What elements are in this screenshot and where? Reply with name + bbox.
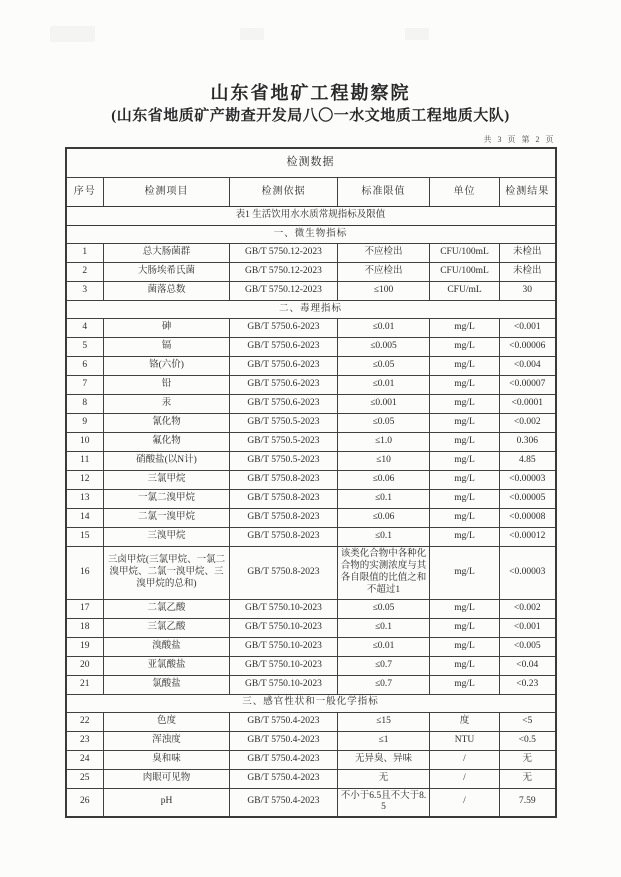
table-row (66, 433, 556, 452)
cell-row-number: 6 (66, 357, 104, 376)
cell-row-number: 12 (66, 471, 104, 490)
cell-test-result: <0.002 (500, 599, 556, 618)
cell-standard-limit: 不应检出 (338, 263, 430, 282)
cell-test-item: 一氯二溴甲烷 (104, 490, 230, 509)
cell-row-number: 16 (66, 547, 104, 600)
table-caption-row (66, 148, 556, 178)
cell-unit: / (430, 769, 500, 788)
table-row (66, 788, 556, 817)
cell-test-item: 二氯乙酸 (104, 599, 230, 618)
cell-test-item: 三氯乙酸 (104, 618, 230, 637)
cell-unit: CFU/100mL (430, 263, 500, 282)
cell-unit: mg/L (430, 618, 500, 637)
cell-row-number: 2 (66, 263, 104, 282)
cell-unit: mg/L (430, 338, 500, 357)
cell-standard-limit: ≤0.01 (338, 319, 430, 338)
cell-row-number: 14 (66, 509, 104, 528)
cell-test-result: 30 (500, 282, 556, 301)
table-row (66, 376, 556, 395)
cell-test-result: 无 (500, 769, 556, 788)
cell-standard-limit: 无异臭、异味 (338, 750, 430, 769)
cell-standard-limit: ≤0.005 (338, 338, 430, 357)
test-data-table (65, 147, 557, 818)
cell-test-item: 三氯甲烷 (104, 471, 230, 490)
cell-test-result: <0.04 (500, 656, 556, 675)
cell-test-result: <0.00005 (500, 490, 556, 509)
cell-standard-limit: 不小于6.5且不大于8.5 (338, 788, 430, 817)
cell-row-number: 18 (66, 618, 104, 637)
cell-test-result: <0.002 (500, 414, 556, 433)
cell-standard-limit: ≤0.01 (338, 637, 430, 656)
column-header-test-result: 检测结果 (500, 178, 556, 207)
cell-test-item: pH (104, 788, 230, 817)
section-header-row (66, 301, 556, 319)
cell-standard-limit: ≤0.05 (338, 599, 430, 618)
cell-test-basis: GB/T 5750.6-2023 (230, 376, 338, 395)
cell-test-result: 未检出 (500, 263, 556, 282)
cell-test-basis: GB/T 5750.4-2023 (230, 769, 338, 788)
cell-row-number: 9 (66, 414, 104, 433)
cell-test-result: <0.001 (500, 618, 556, 637)
cell-unit: / (430, 788, 500, 817)
cell-row-number: 26 (66, 788, 104, 817)
cell-standard-limit: ≤0.06 (338, 509, 430, 528)
cell-standard-limit: ≤0.1 (338, 490, 430, 509)
table-row (66, 656, 556, 675)
column-header-unit: 单位 (430, 178, 500, 207)
cell-standard-limit: ≤0.7 (338, 675, 430, 694)
cell-unit: mg/L (430, 490, 500, 509)
cell-unit: mg/L (430, 528, 500, 547)
table-row (66, 338, 556, 357)
cell-test-item: 臭和味 (104, 750, 230, 769)
cell-test-basis: GB/T 5750.8-2023 (230, 509, 338, 528)
cell-test-result: 无 (500, 750, 556, 769)
cell-test-item: 色度 (104, 712, 230, 731)
cell-test-basis: GB/T 5750.4-2023 (230, 750, 338, 769)
cell-test-item: 铬(六价) (104, 357, 230, 376)
org-title: 山东省地矿工程勘察院 (210, 83, 411, 103)
cell-test-result: <5 (500, 712, 556, 731)
cell-test-basis: GB/T 5750.10-2023 (230, 637, 338, 656)
section-header-row (66, 694, 556, 712)
table-row (66, 675, 556, 694)
org-subtitle: (山东省地质矿产勘查开发局八〇一水文地质工程地质大队) (111, 107, 510, 124)
cell-row-number: 19 (66, 637, 104, 656)
column-header-test-item: 检测项目 (104, 178, 230, 207)
cell-test-basis: GB/T 5750.8-2023 (230, 471, 338, 490)
table-row (66, 547, 556, 600)
cell-row-number: 22 (66, 712, 104, 731)
cell-standard-limit: ≤0.1 (338, 618, 430, 637)
section-header-row (66, 226, 556, 244)
cell-test-item: 氯酸盐 (104, 675, 230, 694)
cell-unit: mg/L (430, 509, 500, 528)
cell-standard-limit: ≤15 (338, 712, 430, 731)
cell-test-result: 未检出 (500, 244, 556, 263)
table-row (66, 414, 556, 433)
table-row (66, 263, 556, 282)
table-row (66, 395, 556, 414)
cell-standard-limit: ≤100 (338, 282, 430, 301)
table-row (66, 357, 556, 376)
table-row (66, 471, 556, 490)
cell-standard-limit: ≤0.05 (338, 414, 430, 433)
scan-artifact (50, 26, 95, 42)
cell-test-result: <0.00003 (500, 547, 556, 600)
page-indicator: 共 3 页 第 2 页 (483, 135, 556, 144)
table-subtitle-row (66, 207, 556, 226)
cell-row-number: 23 (66, 731, 104, 750)
cell-test-result: <0.00008 (500, 509, 556, 528)
column-header-test-basis: 检测依据 (230, 178, 338, 207)
cell-row-number: 13 (66, 490, 104, 509)
table-row (66, 599, 556, 618)
column-header-row-number: 序号 (66, 178, 104, 207)
cell-unit: mg/L (430, 414, 500, 433)
column-header-standard-limit: 标准限值 (338, 178, 430, 207)
cell-test-basis: GB/T 5750.6-2023 (230, 357, 338, 376)
table-row (66, 637, 556, 656)
cell-standard-limit: ≤0.1 (338, 528, 430, 547)
cell-standard-limit: ≤1 (338, 731, 430, 750)
cell-standard-limit: 不应检出 (338, 244, 430, 263)
cell-standard-limit: 该类化合物中各种化合物的实测浓度与其各自限值的比值之和不超过1 (338, 547, 430, 600)
cell-unit: mg/L (430, 452, 500, 471)
cell-standard-limit: ≤1.0 (338, 433, 430, 452)
scan-artifact (240, 28, 264, 40)
cell-test-basis: GB/T 5750.10-2023 (230, 618, 338, 637)
cell-test-basis: GB/T 5750.12-2023 (230, 263, 338, 282)
cell-test-result: 7.59 (500, 788, 556, 817)
cell-unit: CFU/mL (430, 282, 500, 301)
cell-unit: mg/L (430, 599, 500, 618)
table-subtitle: 表1 生活饮用水水质常规指标及限值 (66, 207, 556, 226)
cell-unit: mg/L (430, 319, 500, 338)
cell-row-number: 25 (66, 769, 104, 788)
cell-test-basis: GB/T 5750.10-2023 (230, 599, 338, 618)
table-row (66, 452, 556, 471)
cell-test-basis: GB/T 5750.8-2023 (230, 547, 338, 600)
table-row (66, 509, 556, 528)
cell-row-number: 20 (66, 656, 104, 675)
cell-unit: mg/L (430, 376, 500, 395)
cell-row-number: 15 (66, 528, 104, 547)
table-row (66, 769, 556, 788)
cell-test-basis: GB/T 5750.4-2023 (230, 731, 338, 750)
cell-standard-limit: ≤0.7 (338, 656, 430, 675)
cell-test-item: 三卤甲烷(三氯甲烷、一氯二溴甲烷、二氯一溴甲烷、三溴甲烷的总和) (104, 547, 230, 600)
table-row (66, 490, 556, 509)
cell-test-basis: GB/T 5750.12-2023 (230, 282, 338, 301)
cell-standard-limit: ≤0.06 (338, 471, 430, 490)
cell-test-item: 溴酸盐 (104, 637, 230, 656)
cell-test-basis: GB/T 5750.10-2023 (230, 675, 338, 694)
table-row (66, 528, 556, 547)
cell-unit: 度 (430, 712, 500, 731)
table-header-row (66, 178, 556, 207)
cell-standard-limit: ≤10 (338, 452, 430, 471)
cell-unit: mg/L (430, 433, 500, 452)
section-header: 二、毒理指标 (66, 301, 556, 319)
table-row (66, 282, 556, 301)
cell-unit: mg/L (430, 637, 500, 656)
cell-row-number: 8 (66, 395, 104, 414)
table-row (66, 731, 556, 750)
cell-test-basis: GB/T 5750.6-2023 (230, 319, 338, 338)
cell-standard-limit: ≤0.05 (338, 357, 430, 376)
cell-unit: mg/L (430, 395, 500, 414)
cell-test-basis: GB/T 5750.5-2023 (230, 414, 338, 433)
cell-test-item: 汞 (104, 395, 230, 414)
cell-unit: CFU/100mL (430, 244, 500, 263)
section-header: 三、感官性状和一般化学指标 (66, 694, 556, 712)
cell-test-basis: GB/T 5750.6-2023 (230, 395, 338, 414)
cell-test-item: 氟化物 (104, 433, 230, 452)
table-caption: 检测数据 (66, 148, 556, 178)
section-header: 一、微生物指标 (66, 226, 556, 244)
cell-test-item: 菌落总数 (104, 282, 230, 301)
cell-row-number: 3 (66, 282, 104, 301)
cell-standard-limit: ≤0.01 (338, 376, 430, 395)
cell-test-result: 4.85 (500, 452, 556, 471)
cell-test-result: <0.00007 (500, 376, 556, 395)
cell-test-item: 亚氯酸盐 (104, 656, 230, 675)
cell-test-basis: GB/T 5750.10-2023 (230, 656, 338, 675)
cell-unit: / (430, 750, 500, 769)
cell-test-basis: GB/T 5750.4-2023 (230, 712, 338, 731)
table-row (66, 750, 556, 769)
cell-test-result: <0.004 (500, 357, 556, 376)
cell-test-item: 浑浊度 (104, 731, 230, 750)
cell-test-item: 铅 (104, 376, 230, 395)
cell-test-result: <0.001 (500, 319, 556, 338)
cell-standard-limit: 无 (338, 769, 430, 788)
cell-test-basis: GB/T 5750.12-2023 (230, 244, 338, 263)
cell-test-basis: GB/T 5750.5-2023 (230, 433, 338, 452)
table-row (66, 712, 556, 731)
cell-test-item: 肉眼可见物 (104, 769, 230, 788)
cell-unit: mg/L (430, 547, 500, 600)
cell-row-number: 4 (66, 319, 104, 338)
cell-test-result: <0.005 (500, 637, 556, 656)
cell-row-number: 1 (66, 244, 104, 263)
cell-test-item: 总大肠菌群 (104, 244, 230, 263)
cell-row-number: 24 (66, 750, 104, 769)
cell-unit: mg/L (430, 357, 500, 376)
cell-test-basis: GB/T 5750.8-2023 (230, 490, 338, 509)
cell-test-item: 硝酸盐(以N计) (104, 452, 230, 471)
document-header (0, 0, 621, 126)
cell-test-result: <0.00012 (500, 528, 556, 547)
cell-test-item: 镉 (104, 338, 230, 357)
cell-test-result: <0.5 (500, 731, 556, 750)
cell-test-basis: GB/T 5750.4-2023 (230, 788, 338, 817)
cell-unit: NTU (430, 731, 500, 750)
cell-row-number: 17 (66, 599, 104, 618)
cell-unit: mg/L (430, 471, 500, 490)
table-row (66, 319, 556, 338)
cell-row-number: 7 (66, 376, 104, 395)
scan-artifact (405, 28, 429, 40)
cell-test-result: <0.00006 (500, 338, 556, 357)
table-row (66, 244, 556, 263)
cell-standard-limit: ≤0.001 (338, 395, 430, 414)
cell-test-item: 三溴甲烷 (104, 528, 230, 547)
cell-test-item: 大肠埃希氏菌 (104, 263, 230, 282)
cell-row-number: 10 (66, 433, 104, 452)
cell-test-result: 0.306 (500, 433, 556, 452)
cell-test-basis: GB/T 5750.6-2023 (230, 338, 338, 357)
cell-test-result: <0.0001 (500, 395, 556, 414)
cell-test-basis: GB/T 5750.5-2023 (230, 452, 338, 471)
cell-test-result: <0.23 (500, 675, 556, 694)
cell-unit: mg/L (430, 675, 500, 694)
cell-row-number: 5 (66, 338, 104, 357)
cell-row-number: 21 (66, 675, 104, 694)
cell-unit: mg/L (430, 656, 500, 675)
cell-test-item: 氰化物 (104, 414, 230, 433)
cell-test-result: <0.00003 (500, 471, 556, 490)
table-row (66, 618, 556, 637)
cell-test-item: 二氯一溴甲烷 (104, 509, 230, 528)
cell-test-item: 砷 (104, 319, 230, 338)
cell-row-number: 11 (66, 452, 104, 471)
cell-test-basis: GB/T 5750.8-2023 (230, 528, 338, 547)
